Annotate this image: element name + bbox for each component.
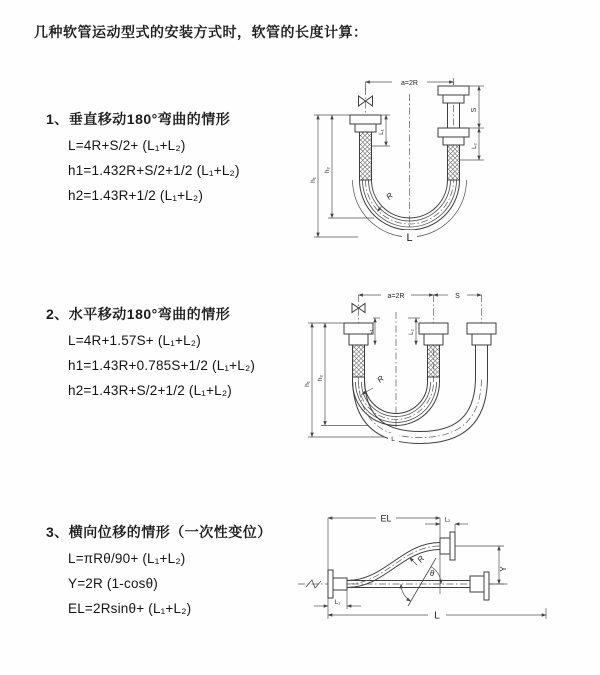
diagram-lateral-displacement — [278, 496, 598, 631]
section-3-formula-L: L=πRθ/90+ (L₁+L₂) — [68, 551, 186, 566]
dim-label-r: R — [375, 373, 386, 385]
dim-label-el: EL — [380, 513, 392, 524]
dim-label-h1: h₁ — [310, 177, 317, 183]
dim-label-l1: L₁ — [334, 600, 341, 606]
dim-label-s: S — [455, 293, 460, 300]
section-3-formula-Y: Y=2R (1-cosθ) — [68, 576, 159, 591]
section-3-number: 3、 — [46, 524, 69, 540]
section-2-title: 水平移动180°弯曲的情形 — [68, 306, 231, 322]
dim-label-l1: L₁ — [379, 129, 385, 135]
section-3-formula-EL: EL=2Rsinθ+ (L₁+L₂) — [68, 601, 192, 616]
section-3-title: 横向位移的情形（一次性变位） — [68, 524, 272, 540]
flange-neck-original — [443, 137, 464, 145]
hose-moved-outer-wall — [353, 377, 488, 444]
dim-label-l2: L₂ — [409, 329, 415, 335]
flange-plate-original — [419, 323, 448, 334]
diagram-horizontal-180-bend — [298, 282, 598, 467]
dim-label-l2: L₂ — [444, 517, 451, 524]
dim-label-theta: θ — [429, 569, 435, 578]
section-3-heading — [46, 522, 272, 542]
dim-label-a2r: a=2R — [401, 80, 418, 87]
section-2-formula-h1: h1=1.43R+0.785S+1/2 (L₁+L₂) — [68, 358, 256, 373]
section-1-title: 垂直移动180°弯曲的情形 — [68, 111, 231, 127]
flange-neck-original — [470, 576, 484, 592]
flange-neck — [333, 578, 347, 590]
hose-lower-wall — [347, 550, 440, 588]
dim-label-a2r: a=2R — [387, 293, 405, 300]
dim-label-L: L — [391, 436, 395, 443]
section-1-formula-h1: h1=1.432R+S/2+1/2 (L₁+L₂) — [68, 163, 240, 178]
section-1-formula-L: L=4R+S/2+ (L₁+L₂) — [68, 138, 186, 153]
braided-hose-section — [428, 345, 440, 377]
flange-neck-original — [424, 334, 443, 345]
dim-label-L: L — [434, 610, 440, 622]
section-2-formula-h2: h2=1.43R+S/2+1/2 (L₁+L₂) — [68, 383, 232, 398]
flange-neck-moved — [443, 95, 464, 103]
flange-plate-moved — [450, 532, 455, 560]
dim-label-y: Y — [499, 566, 508, 572]
section-2-formula-L: L=4R+1.57S+ (L₁+L₂) — [68, 333, 201, 348]
flange-plate — [350, 115, 381, 124]
dim-label-s: S — [471, 107, 478, 113]
flange-neck — [349, 334, 368, 345]
flange-plate-moved — [438, 86, 469, 95]
section-2-heading — [46, 304, 230, 324]
page-title: 几种软管运动型式的安装方式时，软管的长度计算： — [34, 24, 368, 40]
flange-plate-original — [484, 572, 489, 600]
flange-neck-moved — [440, 538, 450, 554]
dim-label-r: R — [384, 190, 395, 202]
dim-label-l2: L₂ — [472, 143, 478, 149]
dim-label-l1: L₁ — [368, 329, 374, 335]
dim-label-h2: h₂ — [324, 166, 331, 174]
section-1-formula-h2: h2=1.43R+1/2 (L₁+L₂) — [68, 188, 204, 203]
flange-plate — [328, 570, 333, 598]
diagram-vertical-180-bend — [302, 68, 592, 258]
angle-reference-line — [408, 558, 436, 606]
section-2-number: 2、 — [46, 306, 69, 322]
dim-label-h2: h₂ — [317, 374, 324, 382]
dim-label-L: L — [406, 232, 413, 244]
braided-hose-section — [448, 145, 460, 180]
flange-plate-original — [438, 128, 469, 137]
flange-neck — [355, 124, 376, 132]
pipe-break-mark — [306, 580, 321, 588]
section-1-heading — [46, 109, 230, 129]
flange-neck-moved — [472, 334, 491, 345]
dim-label-r: R — [415, 554, 427, 565]
dim-label-h1: h₁ — [304, 381, 311, 387]
braided-hose-section — [360, 132, 372, 180]
section-1-number: 1、 — [46, 111, 69, 127]
braided-hose-section — [353, 345, 365, 377]
flange-plate-moved — [467, 323, 496, 334]
